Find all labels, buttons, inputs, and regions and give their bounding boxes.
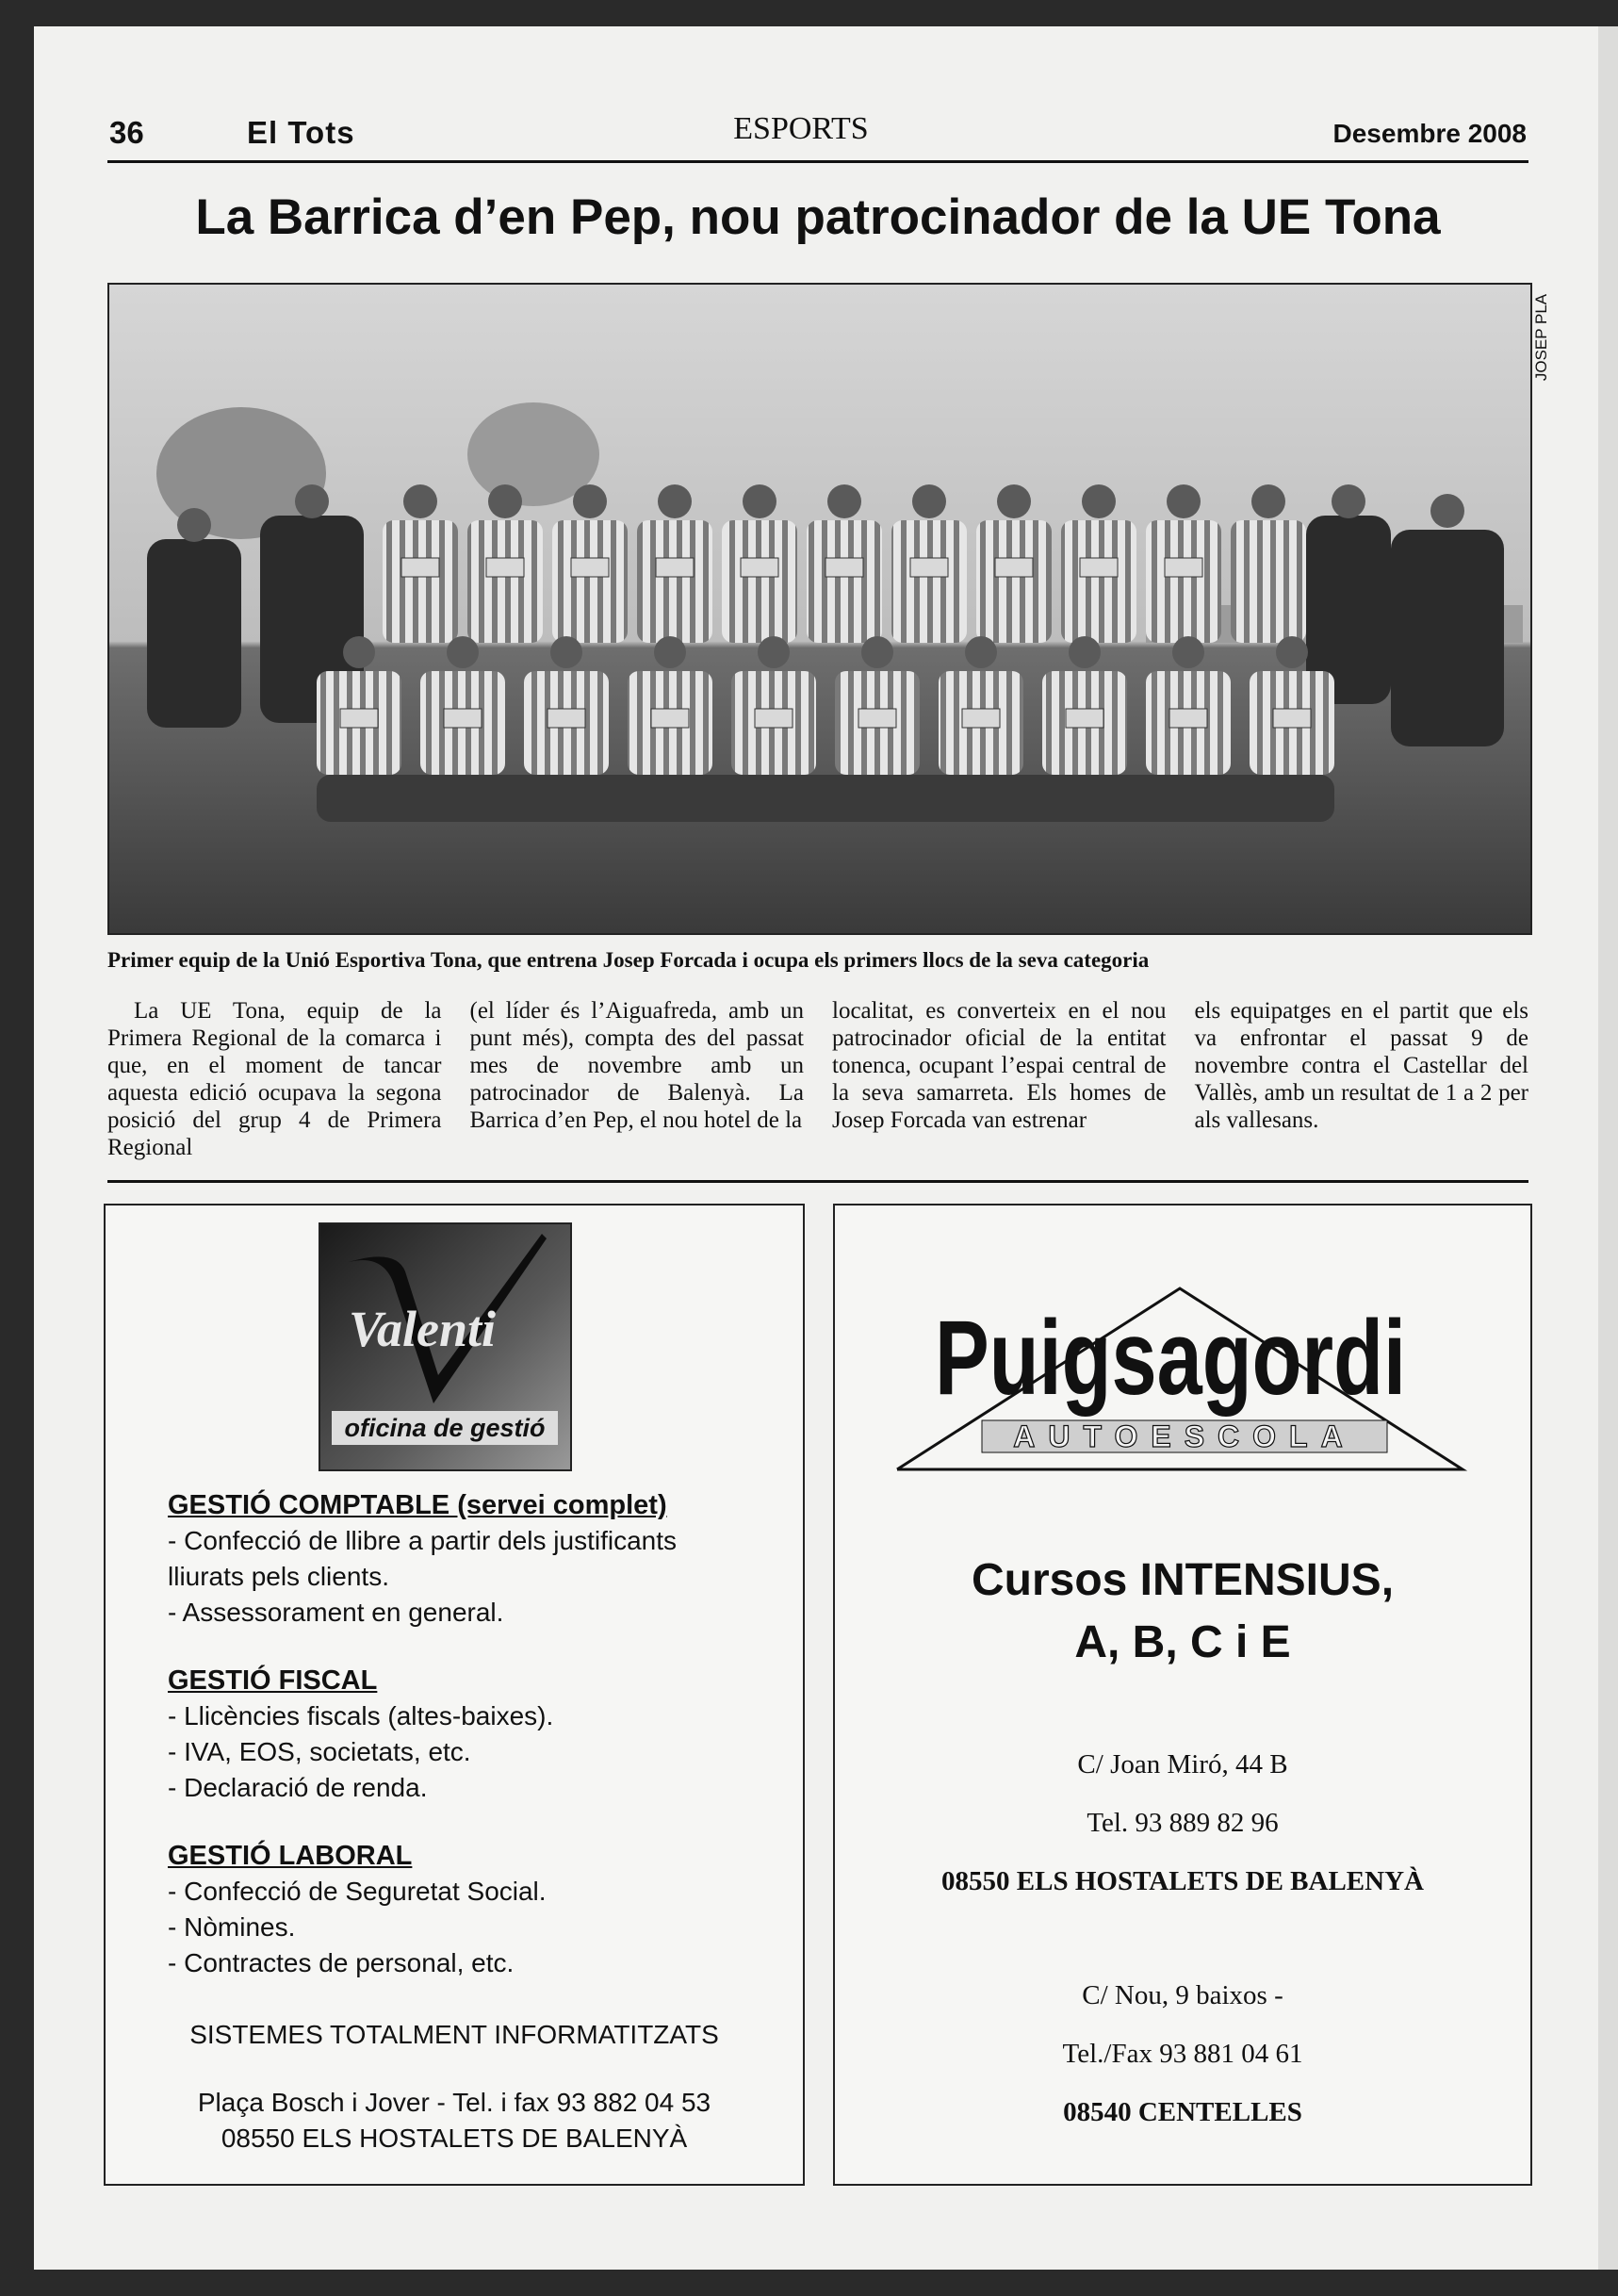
puigsagordi-logo-sub: AUTOESCOLA xyxy=(1013,1419,1356,1453)
valenti-town: 08550 ELS HOSTALETS DE BALENYÀ xyxy=(221,2124,688,2153)
article-column-4: els equipatges en el partit que els va enfrontar el passat 9 de novembre contra el Castellar del Vallès, amb un resultat de 1 a 2 per als vallesans. xyxy=(1194,998,1528,1133)
valenti-logo-sub: oficina de gestió xyxy=(332,1411,558,1445)
photo-caption: Primer equip de la Unió Esportiva Tona, que entrena Josep Forcada i ocupa els primers llocs de la seva categoria xyxy=(107,948,1150,972)
address-2: C/ Nou, 9 baixos - xyxy=(1082,1980,1283,2010)
page-number: 36 xyxy=(109,115,144,150)
advert-puigsagordi xyxy=(833,1204,1532,2186)
town-2: 08540 CENTELLES xyxy=(1063,2097,1302,2127)
section-heading-fiscal: GESTIÓ FISCAL xyxy=(168,1665,378,1696)
puigsagordi-logo-name: Puigsagordi xyxy=(935,1299,1406,1417)
service-line: - Llicències fiscals (altes-baixes). xyxy=(168,1701,554,1730)
valenti-logo xyxy=(319,1222,572,1471)
article-rule xyxy=(107,1180,1528,1183)
town-1: 08550 ELS HOSTALETS DE BALENYÀ xyxy=(941,1866,1424,1896)
puigsagordi-logo xyxy=(888,1281,1472,1498)
article-column-1: La UE Tona, equip de la Primera Regional de la comarca i que, en el moment de tancar aquesta edició ocupava la segona posició del grup 4 de Primera Regional xyxy=(107,998,442,1160)
service-line: - Nòmines. xyxy=(168,1912,296,1942)
section-heading-laboral: GESTIÓ LABORAL xyxy=(168,1841,413,1871)
article-headline: La Barrica d’en Pep, nou patrocinador de la UE Tona xyxy=(195,189,1441,245)
article-column-3: localitat, es converteix en el nou patrocinador oficial de la entitat tonenca, ocupant l’espai central de la seva samarreta. Els homes de Josep Forcada van estrenar xyxy=(832,998,1167,1133)
advert-valenti xyxy=(104,1204,805,2186)
service-line: - Assessorament en general. xyxy=(168,1598,504,1627)
team-photo-image xyxy=(109,285,1530,933)
team-photo xyxy=(107,283,1532,935)
address-1: C/ Joan Miró, 44 B xyxy=(1077,1749,1288,1779)
article-column-2: (el líder és l’Aiguafreda, amb un punt més), compta des del passat mes de novembre amb un patrocinador de Balenyà. La Barrica d’en Pep, el nou hotel de la xyxy=(469,998,804,1133)
service-line: - Declaració de renda. xyxy=(168,1773,428,1802)
service-line: - Contractes de personal, etc. xyxy=(168,1948,515,1977)
photo-credit: JOSEP PLA xyxy=(1532,293,1551,382)
courses-line-1: Cursos INTENSIUS, xyxy=(971,1555,1395,1605)
service-line: lliurats pels clients. xyxy=(168,1562,389,1591)
service-line: - Confecció de llibre a partir dels justificants xyxy=(168,1526,678,1555)
valenti-logo-name: Valenti xyxy=(349,1301,497,1357)
courses-line-2: A, B, C i E xyxy=(1074,1617,1291,1667)
valenti-tagline: SISTEMES TOTALMENT INFORMATITZATS xyxy=(189,2020,719,2049)
phone-2: Tel./Fax 93 881 04 61 xyxy=(1062,2039,1303,2069)
article-body xyxy=(107,997,1528,1161)
issue-date: Desembre 2008 xyxy=(1332,119,1527,148)
service-line: - Confecció de Seguretat Social. xyxy=(168,1877,547,1906)
header-rule xyxy=(107,160,1528,163)
section-heading-comptable: GESTIÓ COMPTABLE (servei complet) xyxy=(168,1490,667,1520)
page-edge xyxy=(1598,26,1618,2270)
phone-1: Tel. 93 889 82 96 xyxy=(1087,1808,1279,1838)
valenti-address: Plaça Bosch i Jover - Tel. i fax 93 882 04 53 xyxy=(197,2088,711,2117)
service-line: - IVA, EOS, societats, etc. xyxy=(168,1737,471,1766)
section-title: ESPORTS xyxy=(733,111,869,146)
page-header xyxy=(75,87,1527,162)
publication-name: El Tots xyxy=(247,115,355,150)
